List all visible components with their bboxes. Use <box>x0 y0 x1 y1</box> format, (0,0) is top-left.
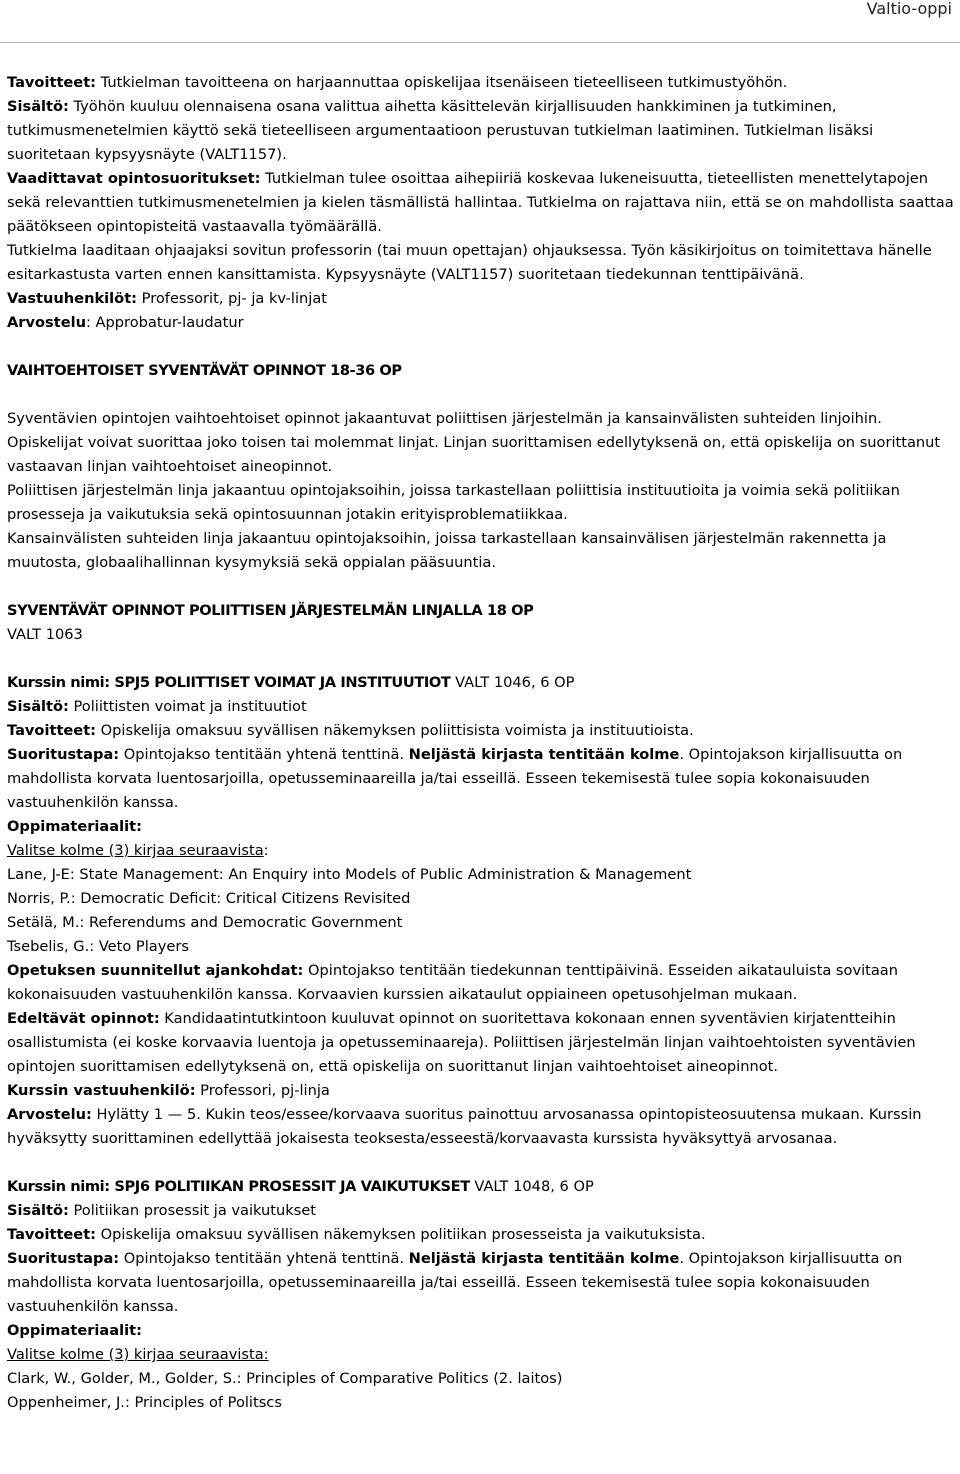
course6-book: Clark, W., Golder, M., Golder, S.: Principles of Comparative Politics (2. laitos) <box>7 1370 563 1387</box>
course6-name <box>7 1175 955 1199</box>
course5-book: Lane, J-E: State Management: An Enquiry into Models of Public Administration & Management <box>7 866 692 883</box>
course5-responsible-text: Professori, pj-linja <box>195 1082 330 1099</box>
thesis-content <box>7 95 955 167</box>
course6-goals <box>7 1223 955 1247</box>
course5-goals-text: Opiskelija omaksuu syvällisen näkemyksen poliittisista voimista ja instituutioista. <box>96 722 694 739</box>
course5-content-label: Sisältö: <box>7 698 69 715</box>
course5-goals-label: Tavoitteet: <box>7 722 97 739</box>
course5-book: Norris, P.: Democratic Deficit: Critical Citizens Revisited <box>7 890 411 907</box>
course6-materials-label: Oppimateriaalit: <box>7 1322 142 1339</box>
optional-paragraph-3: Kansainvälisten suhteiden linja jakaantuu opintojaksoihin, joissa tarkastellaan kansainvälisen järjestelmän rakennetta ja muutosta, globaalihallinnan kysymyksiä sekä oppialan pääsuuntia. <box>7 530 887 571</box>
thesis-requirements-label: Vaadittavat opintosuoritukset: <box>7 170 261 187</box>
course6-name-label: Kurssin nimi: SPJ6 POLITIIKAN PROSESSIT JA VAIKUTUKSET <box>7 1178 470 1195</box>
thesis-content-label: Sisältö: <box>7 98 69 115</box>
course5-content-text: Poliittisten voimat ja instituutiot <box>68 698 307 715</box>
course6-name-code: VALT 1048, 6 OP <box>469 1178 594 1195</box>
header-divider <box>0 42 960 43</box>
course6-method-text1: Opintojakso tentitään yhtenä tenttinä. <box>119 1250 409 1267</box>
course5-schedule <box>7 959 955 1007</box>
thesis-responsible-text: Professorit, pj- ja kv-linjat <box>137 290 328 307</box>
course6-goals-label: Tavoitteet: <box>7 1226 97 1243</box>
optional-paragraph-1: Syventävien opintojen vaihtoehtoiset opinnot jakaantuvat poliittisen järjestelmän ja kansainvälisten suhteiden linjoihin. Opiskelijat voivat suorittaa joko toisen tai molemmat linjat. Linjan suorittamisen edellytyksenä on, että opiskelija on suorittanut vastaavan linjan vaihtoehtoiset aineopinnot. <box>7 410 941 475</box>
line-code: VALT 1063 <box>7 626 83 643</box>
course6-content-label: Sisältö: <box>7 1202 69 1219</box>
course6-method-label: Suoritustapa: <box>7 1250 120 1267</box>
course6-content-text: Politiikan prosessit ja vaikutukset <box>68 1202 317 1219</box>
course5-choose-text: Valitse kolme (3) kirjaa seuraavista <box>7 842 264 859</box>
course5-prerequisites <box>7 1007 955 1079</box>
thesis-goals <box>7 71 955 95</box>
thesis-responsible <box>7 287 955 311</box>
course5-choose <box>7 839 955 863</box>
page-header <box>0 0 960 30</box>
course5-grading-text: Hylätty 1 — 5. Kukin teos/essee/korvaava suoritus painottuu arvosanassa opintopisteosuutensa mukaan. Kurssin hyväksytty suorittaminen edellyttää jokaisesta teoksesta/esseestä/korvaavasta kurssista hyväksyttyä arvosanaa. <box>7 1106 922 1147</box>
course5-schedule-text: Opintojakso tentitään tiedekunnan tenttipäivinä. Esseiden aikatauluista sovitaan kokonaisuuden vastuuhenkilön kanssa. Korvaavien kurssien aikataulut oppiaineen opetusohjelman mukaan. <box>7 962 898 1003</box>
course5-schedule-label: Opetuksen suunnitellut ajankohdat: <box>7 962 304 979</box>
thesis-responsible-label: Vastuuhenkilöt: <box>7 290 138 307</box>
optional-paragraph-2: Poliittisen järjestelmän linja jakaantuu opintojaksoihin, joissa tarkastellaan poliittisia instituutioita ja voimia sekä politiikan prosesseja ja vaikutuksia sekä opintosuunnan jotakin erityisproblematiikkaa. <box>7 482 900 523</box>
course5-name-label: Kurssin nimi: SPJ5 POLIITTISET VOIMAT JA INSTITUUTIOT <box>7 674 451 691</box>
thesis-supervision: Tutkielma laaditaan ohjaajaksi sovitun professorin (tai muun opettajan) ohjauksessa. Työn käsikirjoitus on toimitettava hänelle esitarkastusta varten ennen kansittamista. Kypsyysnäyte (VALT1157) suoritetaan tiedekunnan tenttipäivänä. <box>7 242 932 283</box>
course6-method-bold: Neljästä kirjasta tentitään kolme <box>408 1250 680 1267</box>
course5-method-label: Suoritustapa: <box>7 746 120 763</box>
course5-materials-label: Oppimateriaalit: <box>7 818 142 835</box>
thesis-goals-label: Tavoitteet: <box>7 74 97 91</box>
course5-responsible-label: Kurssin vastuuhenkilö: <box>7 1082 196 1099</box>
course5-name-code: VALT 1046, 6 OP <box>450 674 575 691</box>
course5-prerequisites-label: Edeltävät opinnot: <box>7 1010 160 1027</box>
course6-choose: Valitse kolme (3) kirjaa seuraavista: <box>7 1346 269 1363</box>
thesis-requirements-text: Tutkielman tulee osoittaa aihepiiriä koskevaa lukeneisuutta, tieteellisten menettelytapojen sekä relevanttien tutkimusmenetelmien ja kielen täsmällistä hallintaa. Tutkielma on rajattava niin, että se on mahdollista saattaa päätökseen opintopisteitä vastaavalla työmäärällä. <box>7 170 954 235</box>
thesis-goals-text: Tutkielman tavoitteena on harjaannuttaa opiskelijaa itsenäiseen tieteelliseen tutkimustyöhön. <box>96 74 788 91</box>
document-title: Valtio-oppi <box>866 0 952 18</box>
course5-content <box>7 695 955 719</box>
section-heading-optional: VAIHTOEHTOISET SYVENTÄVÄT OPINNOT 18-36 OP <box>7 362 402 379</box>
thesis-grading <box>7 311 955 335</box>
course5-prerequisites-text: Kandidaatintutkintoon kuuluvat opinnot on suoritettava kokonaan ennen syventävien kirjatentteihin osallistumista (ei koske korvaavia luentoja ja opetusseminaareja). Poliittisen järjestelmän linjan vaihtoehtoisten syventävien opintojen suorittamisen edellytyksenä on, että opiskelija on suorittanut linjan vaihtoehtoiset aineopinnot. <box>7 1010 916 1075</box>
course5-method-text1: Opintojakso tentitään yhtenä tenttinä. <box>119 746 409 763</box>
course5-grading <box>7 1103 955 1151</box>
thesis-grading-text: : Approbatur-laudatur <box>85 314 244 331</box>
course5-choose-colon: : <box>263 842 269 859</box>
thesis-content-text: Työhön kuuluu olennaisena osana valittua aihetta käsittelevän kirjallisuuden hankkiminen ja tutkiminen, tutkimusmenetelmien käyttö sekä tieteelliseen argumentaatioon perustuvan tutkielman laatiminen. Tutkielman lisäksi suoritetaan kypsyysnäyte (VALT1157). <box>7 98 874 163</box>
thesis-requirements <box>7 167 955 239</box>
course5-responsible <box>7 1079 955 1103</box>
course5-grading-label: Arvostelu: <box>7 1106 92 1123</box>
course6-goals-text: Opiskelija omaksuu syvällisen näkemyksen politiikan prosesseista ja vaikutuksista. <box>96 1226 706 1243</box>
document-body <box>7 71 955 1415</box>
course5-book: Tsebelis, G.: Veto Players <box>7 938 189 955</box>
course5-method <box>7 743 955 815</box>
course6-content <box>7 1199 955 1223</box>
thesis-grading-label: Arvostelu <box>7 314 86 331</box>
course5-book: Setälä, M.: Referendums and Democratic Government <box>7 914 403 931</box>
course6-book: Oppenheimer, J.: Principles of Politscs <box>7 1394 282 1411</box>
course5-method-text2: . Opintojakson kirjallisuutta on mahdollista korvata luentosarjoilla, opetusseminaareilla ja/tai esseillä. Esseen tekemisestä tulee sopia kokonaisuuden vastuuhenkilön kanssa. <box>7 746 903 811</box>
course5-name <box>7 671 955 695</box>
section-heading-line: SYVENTÄVÄT OPINNOT POLIITTISEN JÄRJESTELMÄN LINJALLA 18 OP <box>7 602 534 619</box>
course6-method-text2: . Opintojakson kirjallisuutta on mahdollista korvata luentosarjoilla, opetusseminaareilla ja/tai esseillä. Esseen tekemisestä tulee sopia kokonaisuuden vastuuhenkilön kanssa. <box>7 1250 903 1315</box>
course5-goals <box>7 719 955 743</box>
course6-method <box>7 1247 955 1319</box>
course5-method-bold: Neljästä kirjasta tentitään kolme <box>408 746 680 763</box>
